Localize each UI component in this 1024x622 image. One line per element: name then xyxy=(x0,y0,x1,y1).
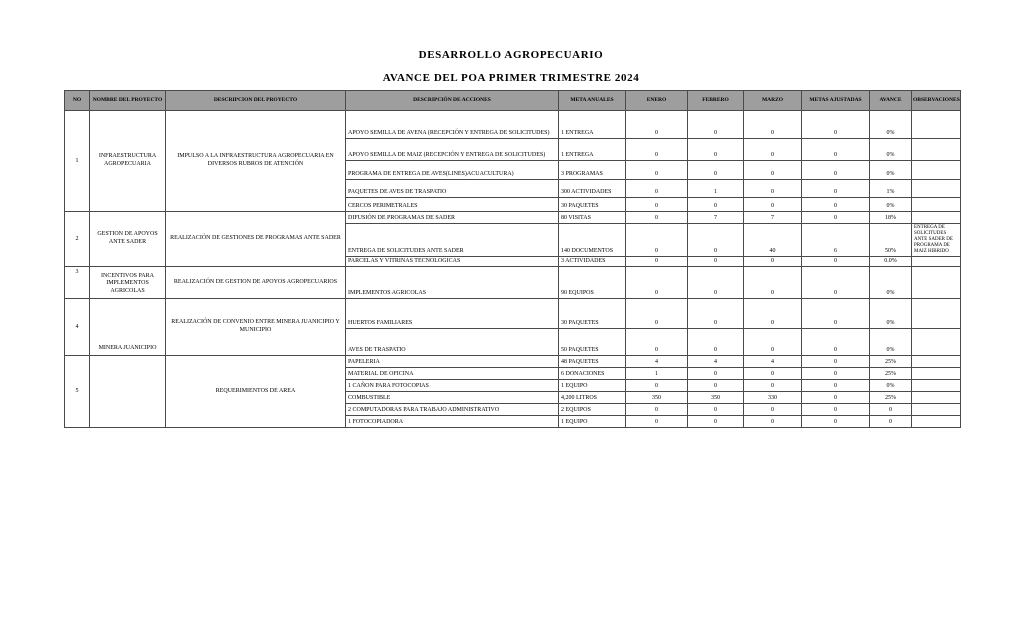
observaciones-cell xyxy=(912,392,961,404)
metas-ajustadas-cell: 0 xyxy=(802,416,870,428)
marzo-cell: 330 xyxy=(744,392,802,404)
meta-anuales-cell: 1 ENTREGA xyxy=(559,111,626,139)
col-header-descripcion-proyecto: DESCRIPCION DEL PROYECTO xyxy=(166,91,346,111)
marzo-cell: 0 xyxy=(744,368,802,380)
avance-cell: 0 xyxy=(870,416,912,428)
project-name: INFRAESTRUCTURA AGROPECUARIA xyxy=(90,111,166,212)
observaciones-cell xyxy=(912,368,961,380)
action-cell: COMBUSTIBLE xyxy=(346,392,559,404)
avance-cell: 0% xyxy=(870,329,912,356)
marzo-cell: 0 xyxy=(744,111,802,139)
project-no: 2 xyxy=(65,212,90,267)
metas-ajustadas-cell: 0 xyxy=(802,368,870,380)
avance-cell: 0% xyxy=(870,111,912,139)
enero-cell: 4 xyxy=(626,356,688,368)
observaciones-cell xyxy=(912,198,961,212)
observaciones-cell xyxy=(912,212,961,224)
poa-table xyxy=(64,90,961,428)
meta-anuales-cell: 80 VISITAS xyxy=(559,212,626,224)
enero-cell: 0 xyxy=(626,257,688,267)
project-no: 1 xyxy=(65,111,90,212)
metas-ajustadas-cell: 0 xyxy=(802,356,870,368)
observaciones-cell xyxy=(912,267,961,299)
project-description: REALIZACIÓN DE CONVENIO ENTRE MINERA JUANICIPIO Y MUNICIPIO xyxy=(166,299,346,356)
marzo-cell: 0 xyxy=(744,299,802,329)
enero-cell: 0 xyxy=(626,180,688,198)
enero-cell: 0 xyxy=(626,404,688,416)
enero-cell: 0 xyxy=(626,139,688,161)
project-description: REALIZACIÓN DE GESTION DE APOYOS AGROPECUARIOS xyxy=(166,267,346,299)
meta-anuales-cell: 1 EQUIPO xyxy=(559,416,626,428)
meta-anuales-cell: 4,200 LITROS xyxy=(559,392,626,404)
avance-cell: 0% xyxy=(870,139,912,161)
observaciones-cell xyxy=(912,139,961,161)
table-row xyxy=(65,299,961,329)
metas-ajustadas-cell: 0 xyxy=(802,111,870,139)
project-description: IMPULSO A LA INFRAESTRUCTURA AGROPECUARIA EN DIVERSOS RUBROS DE ATENCIÓN xyxy=(166,111,346,212)
col-header-enero: ENERO xyxy=(626,91,688,111)
enero-cell: 350 xyxy=(626,392,688,404)
marzo-cell: 0 xyxy=(744,267,802,299)
meta-anuales-cell: 48 PAQUETES xyxy=(559,356,626,368)
action-cell: PROGRAMA DE ENTREGA DE AVES(LINES)ACUACULTURA) xyxy=(346,161,559,180)
meta-anuales-cell: 50 PAQUETES xyxy=(559,329,626,356)
metas-ajustadas-cell: 0 xyxy=(802,139,870,161)
col-header-meta-anuales: META ANUALES xyxy=(559,91,626,111)
meta-anuales-cell: 300 ACTIVIDADES xyxy=(559,180,626,198)
col-header-descripcion-acciones: DESCRIPCIÓN DE ACCIONES xyxy=(346,91,559,111)
febrero-cell: 7 xyxy=(688,212,744,224)
col-header-observaciones: OBSERVACIONES xyxy=(912,91,961,111)
marzo-cell: 40 xyxy=(744,224,802,257)
marzo-cell: 0 xyxy=(744,198,802,212)
document-subtitle: AVANCE DEL POA PRIMER TRIMESTRE 2024 xyxy=(382,72,640,84)
meta-anuales-cell: 2 EQUIPOS xyxy=(559,404,626,416)
avance-cell: 0% xyxy=(870,267,912,299)
table-row xyxy=(65,212,961,224)
action-cell: HUERTOS FAMILIARES xyxy=(346,299,559,329)
enero-cell: 0 xyxy=(626,111,688,139)
action-cell: 1 FOTOCOPIADORA xyxy=(346,416,559,428)
table-row xyxy=(65,267,961,299)
enero-cell: 0 xyxy=(626,267,688,299)
table-row xyxy=(65,111,961,139)
metas-ajustadas-cell: 0 xyxy=(802,392,870,404)
action-cell: CERCOS PERIMETRALES xyxy=(346,198,559,212)
marzo-cell: 0 xyxy=(744,180,802,198)
febrero-cell: 0 xyxy=(688,224,744,257)
project-description: REQUERIMIENTOS DE AREA xyxy=(166,356,346,428)
observaciones-cell: ENTREGA DE SOLICITUDES ANTE SADER DE PROGRAMA DE MAIZ HIBRIDO xyxy=(912,224,961,257)
meta-anuales-cell: 6 DONACIONES xyxy=(559,368,626,380)
marzo-cell: 0 xyxy=(744,416,802,428)
febrero-cell: 0 xyxy=(688,368,744,380)
action-cell: DIFUSIÓN DE PROGRAMAS DE SADER xyxy=(346,212,559,224)
col-header-febrero: FEBRERO xyxy=(688,91,744,111)
febrero-cell: 0 xyxy=(688,161,744,180)
action-cell: 2 COMPUTADORAS PARA TRABAJO ADMINISTRATIVO xyxy=(346,404,559,416)
meta-anuales-cell: 1 EQUIPO xyxy=(559,380,626,392)
metas-ajustadas-cell: 6 xyxy=(802,224,870,257)
action-cell: PAPELERIA xyxy=(346,356,559,368)
enero-cell: 0 xyxy=(626,224,688,257)
avance-cell: 18% xyxy=(870,212,912,224)
febrero-cell: 1 xyxy=(688,180,744,198)
action-cell: APOYO SEMILLA DE MAIZ (RECEPCIÓN Y ENTREGA DE SOLICITUDES) xyxy=(346,139,559,161)
meta-anuales-cell: 30 PAQUETES xyxy=(559,198,626,212)
project-name xyxy=(90,356,166,428)
febrero-cell: 0 xyxy=(688,380,744,392)
metas-ajustadas-cell: 0 xyxy=(802,329,870,356)
marzo-cell: 0 xyxy=(744,404,802,416)
enero-cell: 0 xyxy=(626,161,688,180)
marzo-cell: 0 xyxy=(744,161,802,180)
project-name: MINERA JUANICIPIO xyxy=(90,299,166,356)
observaciones-cell xyxy=(912,416,961,428)
table-row xyxy=(65,356,961,368)
avance-cell: 0 xyxy=(870,404,912,416)
avance-cell: 1% xyxy=(870,180,912,198)
observaciones-cell xyxy=(912,404,961,416)
col-header-marzo: MARZO xyxy=(744,91,802,111)
avance-cell: 0% xyxy=(870,198,912,212)
febrero-cell: 0 xyxy=(688,329,744,356)
metas-ajustadas-cell: 0 xyxy=(802,299,870,329)
action-cell: APOYO SEMILLA DE AVENA (RECEPCIÓN Y ENTREGA DE SOLICITUDES) xyxy=(346,111,559,139)
project-name: GESTION DE APOYOS ANTE SADER xyxy=(90,212,166,267)
enero-cell: 0 xyxy=(626,198,688,212)
avance-cell: 25% xyxy=(870,368,912,380)
project-no: 3 xyxy=(65,267,90,299)
metas-ajustadas-cell: 0 xyxy=(802,257,870,267)
observaciones-cell xyxy=(912,257,961,267)
febrero-cell: 0 xyxy=(688,111,744,139)
project-description: REALIZACIÓN DE GESTIONES DE PROGRAMAS ANTE SADER xyxy=(166,212,346,267)
observaciones-cell xyxy=(912,329,961,356)
metas-ajustadas-cell: 0 xyxy=(802,212,870,224)
marzo-cell: 7 xyxy=(744,212,802,224)
action-cell: PARCELAS Y VITRINAS TECNOLOGICAS xyxy=(346,257,559,267)
project-no: 4 xyxy=(65,299,90,356)
avance-cell: 50% xyxy=(870,224,912,257)
col-header-metas-ajustadas: METAS AJUSTADAS xyxy=(802,91,870,111)
action-cell: IMPLEMENTOS AGRICOLAS xyxy=(346,267,559,299)
febrero-cell: 0 xyxy=(688,267,744,299)
marzo-cell: 0 xyxy=(744,329,802,356)
metas-ajustadas-cell: 0 xyxy=(802,161,870,180)
project-no: 5 xyxy=(65,356,90,428)
enero-cell: 0 xyxy=(626,416,688,428)
document-title: DESARROLLO AGROPECUARIO xyxy=(418,49,604,61)
observaciones-cell xyxy=(912,180,961,198)
col-header-no: NO xyxy=(65,91,90,111)
febrero-cell: 0 xyxy=(688,299,744,329)
febrero-cell: 0 xyxy=(688,404,744,416)
avance-cell: 0.0% xyxy=(870,257,912,267)
observaciones-cell xyxy=(912,299,961,329)
observaciones-cell xyxy=(912,356,961,368)
action-cell: 1 CAÑON PARA FOTOCOPIAS xyxy=(346,380,559,392)
marzo-cell: 0 xyxy=(744,380,802,392)
meta-anuales-cell: 1 ENTREGA xyxy=(559,139,626,161)
marzo-cell: 0 xyxy=(744,257,802,267)
metas-ajustadas-cell: 0 xyxy=(802,267,870,299)
metas-ajustadas-cell: 0 xyxy=(802,404,870,416)
febrero-cell: 0 xyxy=(688,139,744,161)
enero-cell: 0 xyxy=(626,212,688,224)
action-cell: PAQUETES DE AVES DE TRASPATIO xyxy=(346,180,559,198)
febrero-cell: 0 xyxy=(688,198,744,212)
col-header-nombre-proyecto: NOMBRE DEL PROYECTO xyxy=(90,91,166,111)
enero-cell: 0 xyxy=(626,299,688,329)
meta-anuales-cell: 90 EQUIPOS xyxy=(559,267,626,299)
marzo-cell: 0 xyxy=(744,139,802,161)
avance-cell: 25% xyxy=(870,392,912,404)
febrero-cell: 4 xyxy=(688,356,744,368)
meta-anuales-cell: 30 PAQUETES xyxy=(559,299,626,329)
action-cell: AVES DE TRASPATIO xyxy=(346,329,559,356)
febrero-cell: 350 xyxy=(688,392,744,404)
avance-cell: 25% xyxy=(870,356,912,368)
avance-cell: 0% xyxy=(870,380,912,392)
action-cell: ENTREGA DE SOLICITUDES ANTE SADER xyxy=(346,224,559,257)
observaciones-cell xyxy=(912,161,961,180)
col-header-avance: AVANCE xyxy=(870,91,912,111)
metas-ajustadas-cell: 0 xyxy=(802,380,870,392)
action-cell: MATERIAL DE OFICINA xyxy=(346,368,559,380)
enero-cell: 0 xyxy=(626,380,688,392)
enero-cell: 0 xyxy=(626,329,688,356)
avance-cell: 0% xyxy=(870,299,912,329)
table-header-row xyxy=(65,91,961,111)
marzo-cell: 4 xyxy=(744,356,802,368)
avance-cell: 0% xyxy=(870,161,912,180)
metas-ajustadas-cell: 0 xyxy=(802,180,870,198)
enero-cell: 1 xyxy=(626,368,688,380)
meta-anuales-cell: 3 PROGRAMAS xyxy=(559,161,626,180)
project-name: INCENTIVOS PARA IMPLEMENTOS AGRICOLAS xyxy=(90,267,166,299)
observaciones-cell xyxy=(912,380,961,392)
febrero-cell: 0 xyxy=(688,416,744,428)
observaciones-cell xyxy=(912,111,961,139)
metas-ajustadas-cell: 0 xyxy=(802,198,870,212)
meta-anuales-cell: 3 ACTIVIDADES xyxy=(559,257,626,267)
meta-anuales-cell: 140 DOCUMENTOS xyxy=(559,224,626,257)
febrero-cell: 0 xyxy=(688,257,744,267)
